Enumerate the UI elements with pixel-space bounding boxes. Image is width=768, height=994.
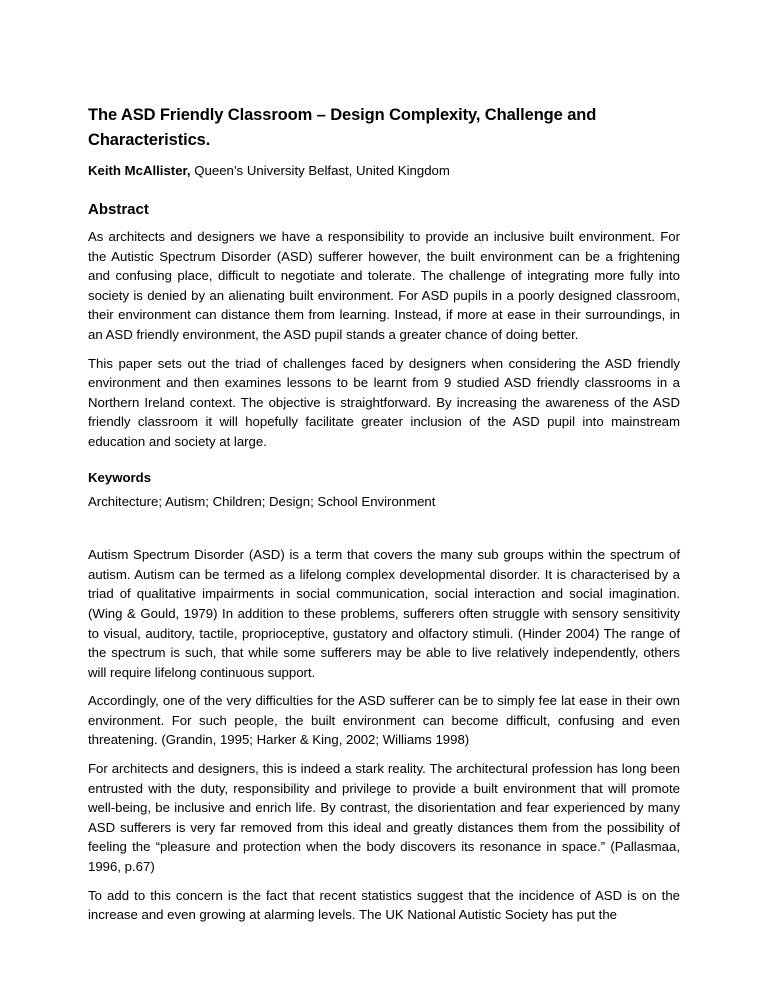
abstract-paragraph: This paper sets out the triad of challenges faced by designers when considering the ASD friendly environment and then examines lessons to be learnt from 9 studied ASD friendly classrooms in a Northern Ireland context. The objective is straightforward. By increasing the awareness of the ASD friendly classroom it will hopefully facilitate greater inclusion of the ASD pupil into mainstream education and society at large. xyxy=(88,355,680,449)
body-paragraph: Autism Spectrum Disorder (ASD) is a term that covers the many sub groups within the spectrum of autism. Autism can be termed as a lifelong complex developmental disorder. It is characterised by a triad of qualitative impairments in social communication, social interaction and social imagination. (Wing & Gould, 1979) In addition to these problems, sufferers often struggle with sensory sensitivity to visual, auditory, tactile, proprioceptive, gustatory and olfactory stimuli. (Hinder 2004) The range of the spectrum is such, that while some sufferers may be able to live relatively independently, others will require lifelong continuous support. xyxy=(88,547,680,680)
abstract-section xyxy=(88,200,680,452)
document-content xyxy=(88,103,680,925)
body-paragraph: To add to this concern is the fact that recent statistics suggest that the incidence of ASD is on the increase and even growing at alarming levels. The UK National Autistic Society has put the xyxy=(88,887,680,923)
body-paragraph: For architects and designers, this is indeed a stark reality. The architectural profession has long been entrusted with the duty, responsibility and privilege to provide a built environment that will promote well-being, be inclusive and enrich life. By contrast, the disorientation and fear experienced by many ASD sufferers is very far removed from this ideal and greatly distances them from the possibility of feeling the “pleasure and protection when the body discovers its resonance in space.” (Pallasmaa, 1996, p.67) xyxy=(88,761,680,875)
page-title: The ASD Friendly Classroom – Design Complexity, Challenge and Characteristics. xyxy=(88,106,597,149)
author-affiliation: Queen’s University Belfast, United Kingdom xyxy=(190,163,450,178)
section-spacer xyxy=(88,511,680,545)
abstract-heading: Abstract xyxy=(88,201,149,218)
author-byline xyxy=(88,162,680,180)
keywords-list: Architecture; Autism; Children; Design; School Environment xyxy=(88,493,436,509)
body-section xyxy=(88,545,680,925)
body-paragraph: Accordingly, one of the very difficulties for the ASD sufferer can be to simply fee lat ease in their own environment. For such people, the built environment can become difficult, confusing and even threatening. (Grandin, 1995; Harker & King, 2002; Williams 1998) xyxy=(88,693,680,748)
author-name: Keith McAllister, xyxy=(88,163,191,178)
keywords-section xyxy=(88,468,680,512)
keywords-heading: Keywords xyxy=(88,469,152,485)
abstract-paragraph: As architects and designers we have a responsibility to provide an inclusive built environment. For the Autistic Spectrum Disorder (ASD) sufferer however, the built environment can be a frightening and confusing place, difficult to negotiate and tolerate. The challenge of integrating more fully into society is denied by an alienating built environment. For ASD pupils in a poorly designed classroom, their environment can distance them from learning. Instead, if more at ease in their surroundings, in an ASD friendly environment, the ASD pupil stands a greater chance of doing better. xyxy=(88,229,680,342)
